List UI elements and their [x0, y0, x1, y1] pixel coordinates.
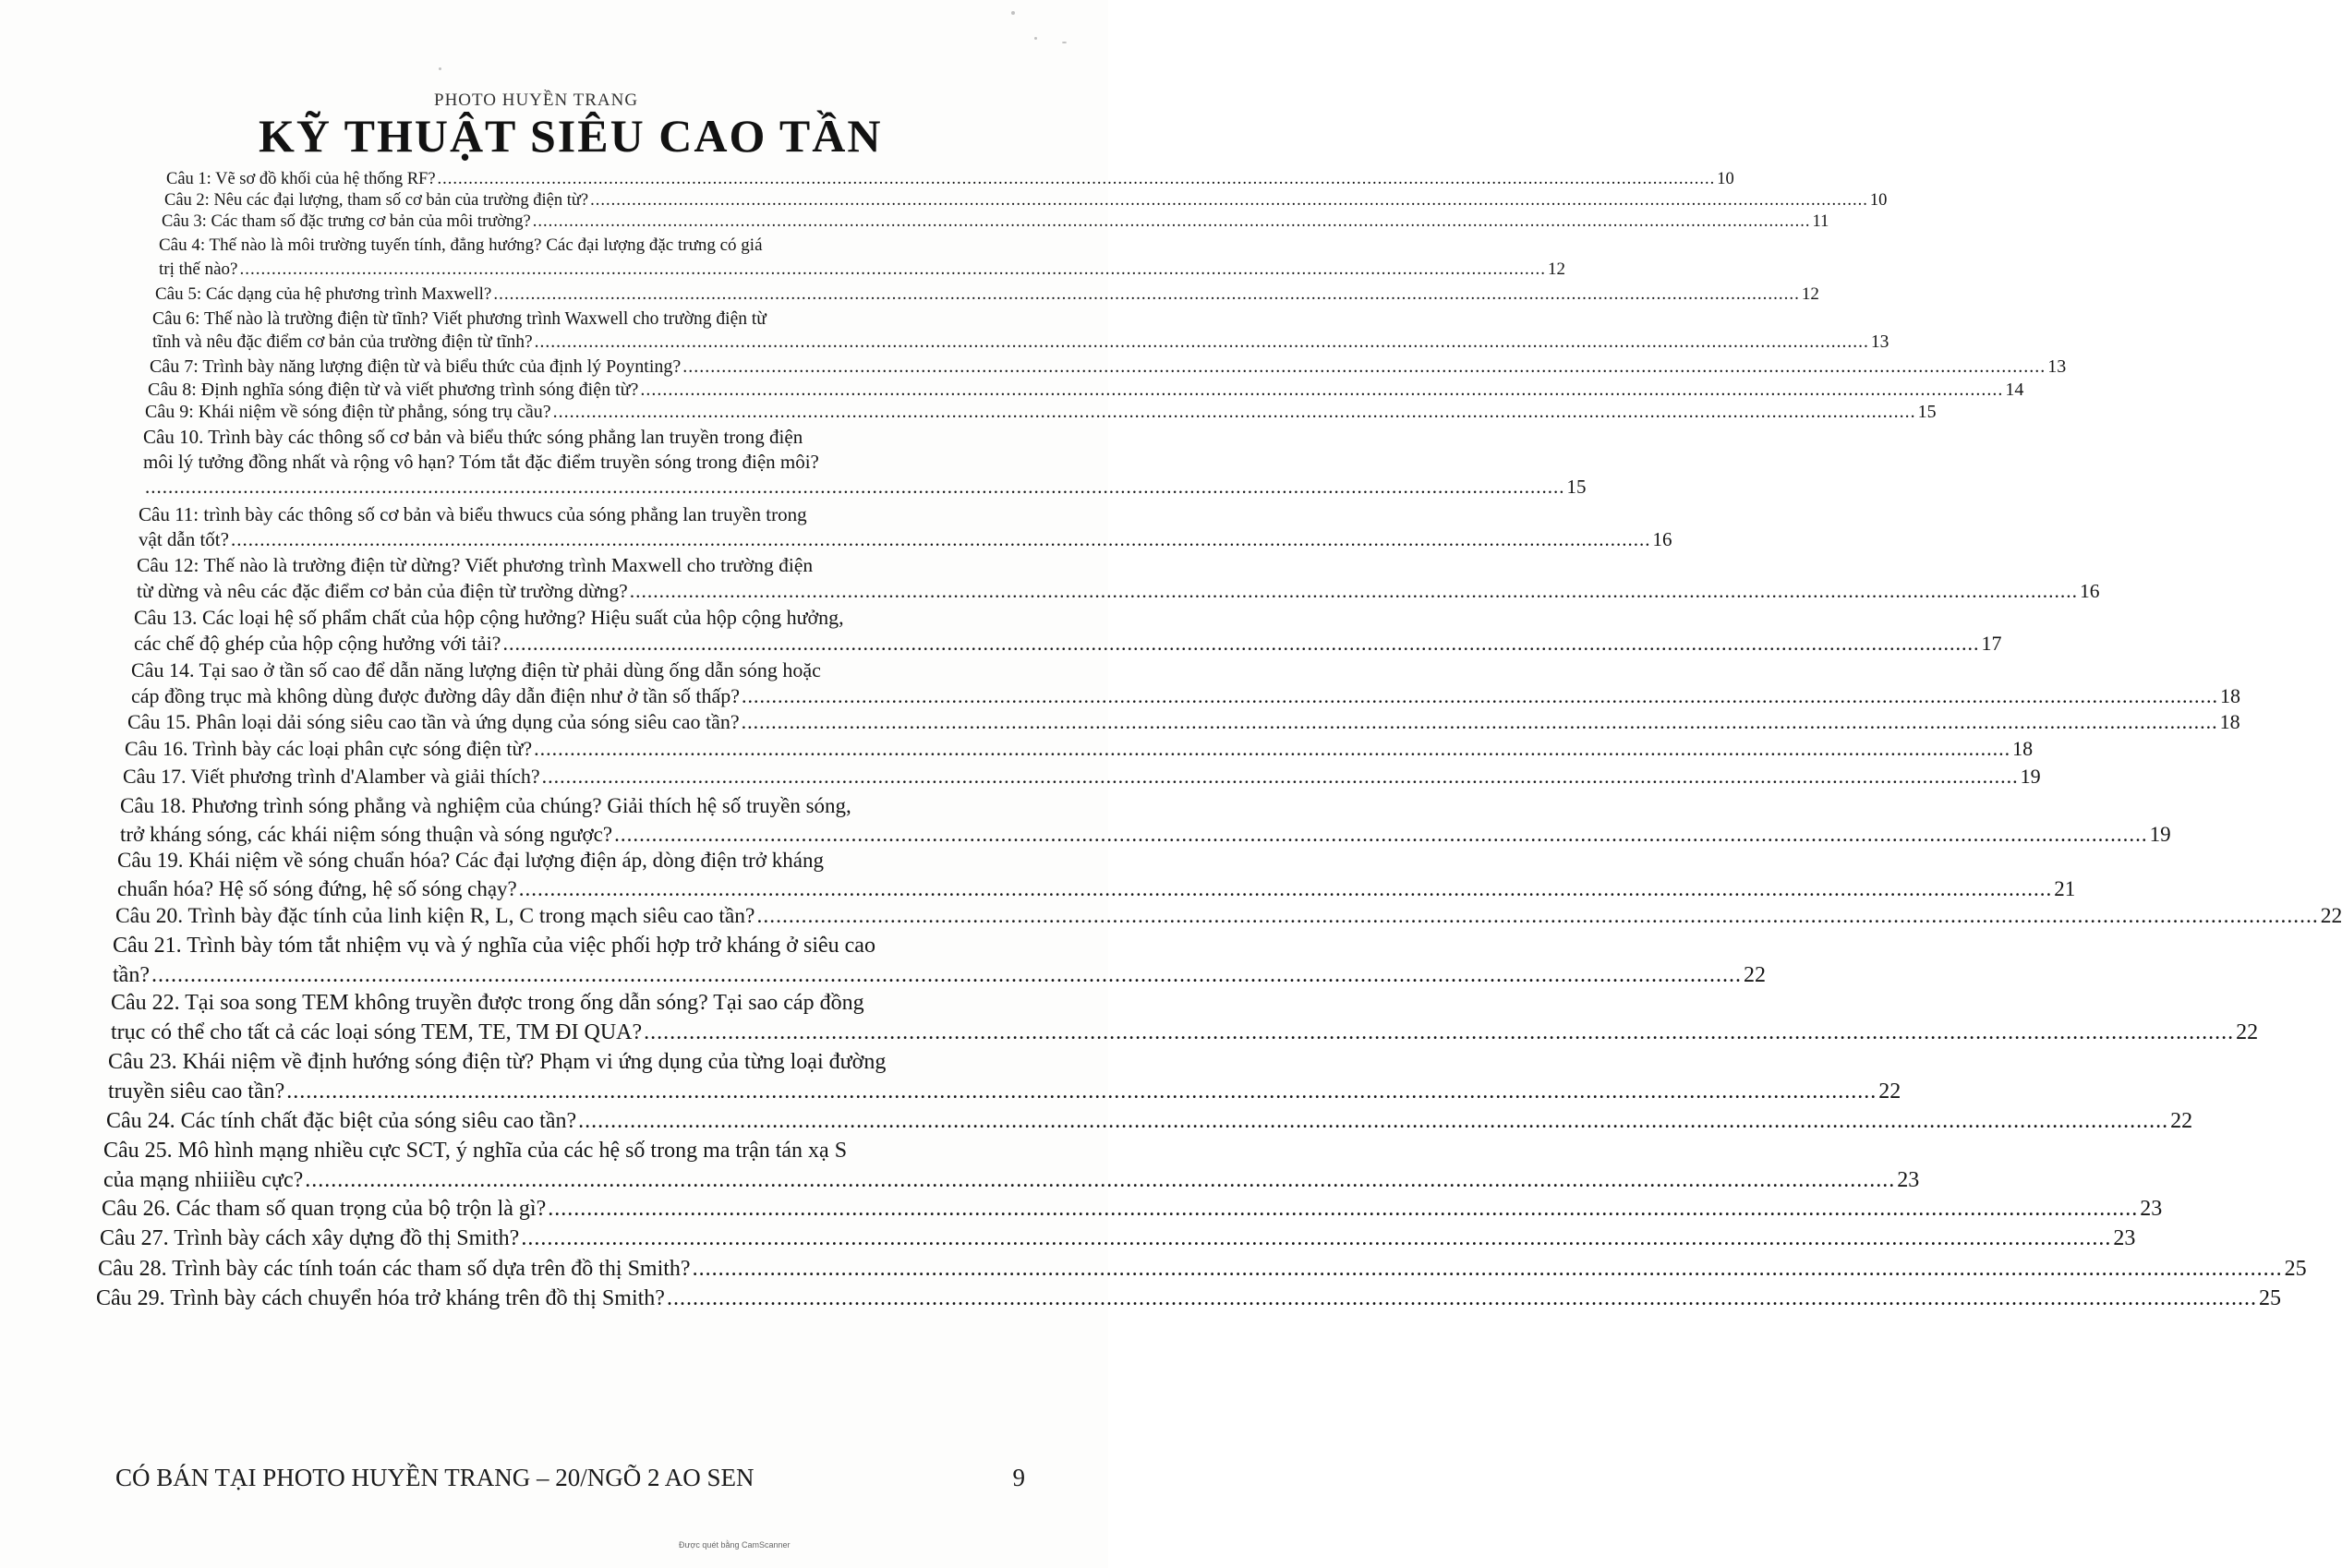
toc-entry-text: Câu 6: Thế nào là trường điện từ tĩnh? Viết phương trình Waxwell cho trường điện từ: [152, 309, 767, 329]
scanner-watermark: Được quét bằng CamScanner: [679, 1540, 791, 1550]
toc-entry-text: Câu 2: Nêu các đại lượng, tham số cơ bản của trường điện từ?: [164, 191, 589, 210]
scan-speck: [1062, 42, 1067, 43]
toc-entry: [155, 283, 1819, 306]
toc-entry-text: của mạng nhiiiều cực?: [103, 1168, 304, 1192]
dot-leader: [756, 902, 2318, 931]
toc-entry: [96, 1284, 2281, 1313]
toc-entry: [162, 211, 1829, 232]
toc-entry-text: Câu 1: Vẽ sơ đồ khối của hệ thống RF?: [166, 170, 436, 188]
dot-leader: [682, 356, 2046, 378]
toc-page-number: 12: [1547, 259, 1565, 279]
toc-page-number: 25: [2284, 1257, 2307, 1281]
dot-leader: [493, 283, 1800, 306]
toc-entry-text: Câu 20. Trình bày đặc tính của linh kiện R, L, C trong mạch siêu cao tần?: [115, 904, 755, 928]
toc-entry-text: Câu 4: Thế nào là môi trường tuyến tính, đẳng hướng? Các đại lượng đặc trưng có giá: [159, 235, 763, 255]
toc-entry-text: trở kháng sóng, các khái niệm sóng thuận và sóng ngược?: [120, 823, 613, 846]
toc-entry-text: truyền siêu cao tần?: [108, 1080, 285, 1104]
toc-entry-text: từ dừng và nêu các đặc điểm cơ bản của điện từ trường dừng?: [137, 580, 628, 602]
toc-entry: [100, 1224, 2136, 1253]
toc-page-number: 10: [1869, 191, 1888, 210]
dot-leader: [553, 401, 1916, 423]
toc-page-number: 13: [1870, 332, 1889, 352]
toc-entry: [166, 169, 1734, 189]
toc-page-number: 22: [2236, 1020, 2259, 1044]
toc-page-number: 11: [1812, 212, 1829, 231]
dot-leader: [533, 211, 1811, 232]
toc-entry-text: Câu 22. Tại soa song TEM không truyền được trong ống dẫn sóng? Tại sao cáp đồng: [111, 991, 864, 1015]
toc-entry-text: Câu 16. Trình bày các loại phân cực sóng điện từ?: [125, 737, 533, 760]
dot-leader: [145, 475, 1565, 500]
toc-page-number: 23: [2113, 1226, 2136, 1250]
toc-entry: [152, 308, 1889, 354]
toc-entry: [108, 1047, 1901, 1106]
toc-entry: [117, 846, 2076, 903]
dot-leader: [640, 379, 2003, 401]
toc-entry-text: Câu 23. Khái niệm về định hướng sóng điện từ? Phạm vi ứng dụng của từng loại đường: [108, 1050, 887, 1074]
toc-entry-text: trục có thể cho tất cả các loại sóng TEM, TE, TM ĐI QUA?: [111, 1020, 643, 1044]
toc-entry-text: cáp đồng trục mà không dùng được đường dây dẫn điện như ở tần số thấp?: [131, 684, 741, 707]
toc-page-number: 18: [2219, 710, 2240, 733]
toc-entry: [127, 709, 2240, 735]
toc-entry: [102, 1194, 2163, 1224]
toc-entry-text: Câu 18. Phương trình sóng phẳng và nghiệm của chúng? Giải thích hệ số truyền sóng,: [120, 794, 851, 817]
toc-page-number: 21: [2054, 877, 2076, 900]
toc-entry-text: Câu 14. Tại sao ở tần số cao để dẫn năng lượng điện từ phải dùng ống dẫn sóng hoặc: [131, 658, 821, 681]
toc-entry: [134, 605, 2002, 657]
dot-leader: [239, 258, 1546, 282]
dot-leader: [151, 960, 1742, 990]
toc-entry: [113, 931, 1766, 990]
toc-entry-text: Câu 29. Trình bày cách chuyển hóa trở kháng trên đồ thị Smith?: [96, 1286, 665, 1310]
dot-leader: [693, 1254, 2283, 1284]
dot-leader: [644, 1018, 2234, 1047]
dot-leader: [231, 527, 1651, 552]
toc-page-number: 22: [2320, 904, 2342, 928]
toc-entry: [159, 234, 1565, 282]
toc-entry: [148, 379, 2024, 401]
toc-page-number: 22: [1878, 1080, 1901, 1104]
dot-leader: [305, 1165, 1895, 1195]
toc-entry-text: tần?: [113, 963, 150, 987]
scan-speck: [1011, 11, 1015, 15]
toc-entry: [98, 1254, 2307, 1284]
toc-page-number: 22: [1743, 963, 1766, 987]
header-text: PHOTO HUYỀN TRANG: [434, 90, 639, 110]
toc-entry: [106, 1106, 2193, 1136]
toc-page-number: 15: [1917, 402, 1937, 422]
toc-page-number: 12: [1801, 284, 1819, 304]
toc-entry-text: Câu 28. Trình bày các tính toán các tham số dựa trên đồ thị Smith?: [98, 1257, 691, 1281]
toc-entry: [131, 657, 2241, 709]
toc-entry: [115, 902, 2342, 931]
dot-leader: [534, 736, 2010, 762]
toc-entry: [139, 502, 1672, 552]
toc-entry-text: chuẩn hóa? Hệ số sóng đứng, hệ số sóng chạy?: [117, 877, 517, 900]
toc-entry-text: Câu 10. Trình bày các thông số cơ bản và biểu thức sóng phẳng lan truyền trong điện: [143, 426, 803, 448]
toc-page-number: 17: [1981, 632, 2002, 655]
dot-leader: [438, 169, 1716, 189]
dot-leader: [742, 709, 2218, 735]
toc-entry-text: các chế độ ghép của hộp cộng hưởng với tải?: [134, 632, 501, 655]
toc-entry-text: Câu 5: Các dạng của hệ phương trình Maxwell?: [155, 284, 492, 304]
toc-entry-text: Câu 7: Trình bày năng lượng điện từ và biểu thức của định lý Poynting?: [150, 356, 682, 377]
toc-entry: [137, 552, 2100, 604]
dot-leader: [286, 1077, 1877, 1106]
dot-leader: [742, 683, 2218, 709]
footer-page-number: 9: [1012, 1464, 1025, 1491]
toc-entry: [164, 190, 1888, 211]
toc-entry-text: Câu 21. Trình bày tóm tắt nhiệm vụ và ý nghĩa của việc phối hợp trở kháng ở siêu cao: [113, 934, 875, 958]
toc-entry: [143, 425, 1587, 500]
toc-entry-text: Câu 3: Các tham số đặc trưng cơ bản của môi trường?: [162, 212, 531, 231]
toc-page-number: 14: [2005, 380, 2024, 400]
toc-page-number: 18: [2220, 684, 2241, 707]
toc-entry-text: Câu 13. Các loại hệ số phẩm chất của hộp cộng hưởng? Hiệu suất của hộp cộng hưởng,: [134, 606, 844, 629]
toc-entry-text: Câu 27. Trình bày cách xây dựng đồ thị Smith?: [100, 1226, 520, 1250]
toc-entry-text: Câu 12: Thế nào là trường điện từ dừng? Viết phương trình Maxwell cho trường điện: [137, 554, 814, 576]
toc-entry-text: Câu 26. Các tham số quan trọng của bộ trộn là gì?: [102, 1197, 547, 1221]
footer-text: CÓ BÁN TẠI PHOTO HUYỀN TRANG – 20/NGÕ 2 AO SEN: [115, 1464, 755, 1491]
toc-entry-text: Câu 17. Viết phương trình d'Alamber và giải thích?: [123, 765, 540, 788]
toc-entry-text: môi lý tưởng đồng nhất và rộng vô hạn? Tóm tắt đặc điểm truyền sóng trong điện môi?: [143, 451, 819, 473]
toc-entry-text: Câu 25. Mô hình mạng nhiều cực SCT, ý nghĩa của các hệ số trong ma trận tán xạ S: [103, 1139, 848, 1163]
dot-leader: [542, 764, 2019, 790]
toc-entry-text: Câu 19. Khái niệm về sóng chuẩn hóa? Các đại lượng điện áp, dòng điện trở kháng: [117, 849, 824, 872]
toc-page-number: 16: [2079, 580, 2100, 602]
dot-leader: [521, 1224, 2111, 1253]
toc-entry-text: vật dẫn tốt?: [139, 528, 229, 550]
dot-leader: [590, 190, 1868, 211]
dot-leader: [667, 1284, 2257, 1313]
toc-page-number: 18: [2012, 737, 2034, 760]
toc-entry-text: Câu 9: Khái niệm về sóng điện từ phẳng, sóng trụ cầu?: [145, 402, 551, 422]
toc-entry: [150, 356, 2067, 378]
dot-leader: [535, 331, 1869, 354]
toc-page-number: 25: [2258, 1286, 2281, 1310]
dot-leader: [519, 874, 2053, 903]
page-title: KỸ THUẬT SIÊU CAO TẦN: [259, 110, 883, 162]
dot-leader: [614, 820, 2148, 849]
dot-leader: [502, 631, 1979, 657]
toc-entry: [120, 791, 2171, 849]
toc-page-number: 19: [2020, 765, 2041, 788]
toc-entry: [123, 764, 2041, 790]
dot-leader: [630, 578, 2078, 604]
scan-speck: [1034, 37, 1037, 40]
toc-entry: [103, 1136, 1920, 1195]
toc-entry-text: Câu 11: trình bày các thông số cơ bản và biểu thwucs của sóng phẳng lan truyền trong: [139, 503, 807, 525]
toc-page-number: 15: [1566, 476, 1587, 498]
toc-page-number: 16: [1652, 528, 1672, 550]
dot-leader: [578, 1106, 2168, 1136]
footer: [115, 1464, 1025, 1492]
toc-page-number: 19: [2149, 823, 2171, 846]
toc-entry-text: trị thế nào?: [159, 259, 238, 279]
dot-leader: [548, 1194, 2138, 1224]
toc-page-number: 10: [1717, 170, 1734, 188]
toc-entry-text: tĩnh và nêu đặc điểm cơ bản của trường điện từ tĩnh?: [152, 332, 533, 352]
toc-entry: [125, 736, 2034, 762]
toc-entry-text: Câu 24. Các tính chất đặc biệt của sóng siêu cao tần?: [106, 1109, 577, 1133]
toc-entry: [145, 401, 1937, 423]
toc-entry-text: Câu 15. Phân loại dải sóng siêu cao tần và ứng dụng của sóng siêu cao tần?: [127, 710, 740, 733]
toc-entry-text: Câu 8: Định nghĩa sóng điện từ và viết phương trình sóng điện từ?: [148, 380, 639, 400]
toc-page-number: 23: [2140, 1197, 2163, 1221]
toc-entry: [111, 988, 2259, 1047]
toc-page-number: 23: [1897, 1168, 1920, 1192]
toc-page-number: 13: [2047, 356, 2067, 377]
toc-page-number: 22: [2170, 1109, 2193, 1133]
scan-speck: [439, 67, 441, 70]
